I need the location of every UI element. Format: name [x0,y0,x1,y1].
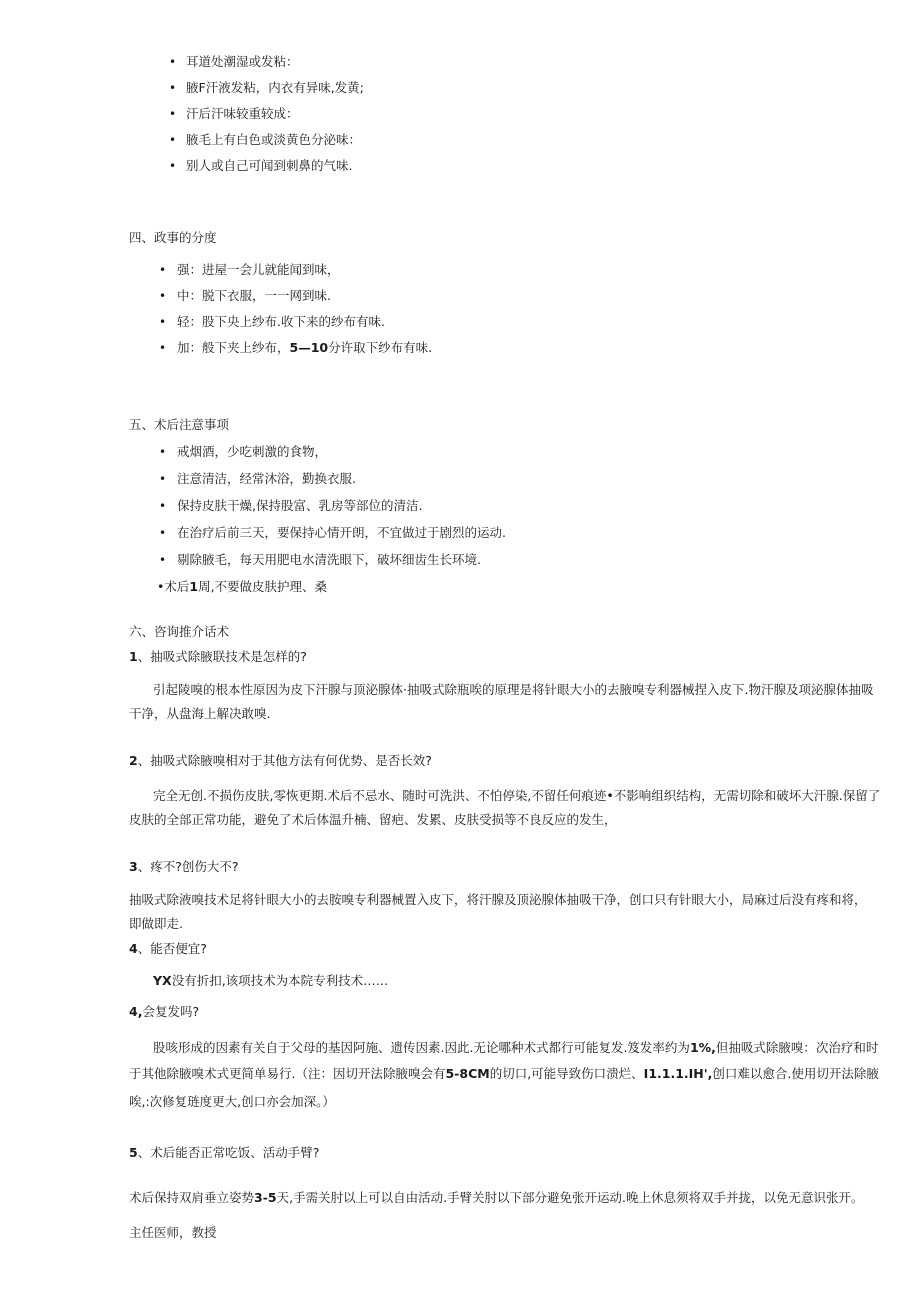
answer-line: 完全无创.不损伤皮肤,零恢更期.术后不忌水、随时可洗洪、不怕停染,不留任何痕迹•不影响组织结构，无需切除和破坏大汗腺.保留了 [153,788,881,803]
list-item: 在治疗后前三天，要保持心情开朗，不宜做过于剧烈的运动. [177,525,506,540]
bullet: • [159,445,167,459]
list-item-text: 加：般下夹上纱布， [177,340,290,355]
question-number: 4, [129,1004,143,1019]
bullet: • [159,553,167,567]
answer-line [129,1186,864,1210]
author-title: 主任医师，教授 [129,1225,217,1240]
answer-line: 抽吸式除液嗅技术足将针眼大小的去胺嗅专利器械置入皮下，将汗腺及顶泌腺体抽吸干净，创口只有针眼大小，局麻过后没有疼和将， [129,892,867,907]
week-count: 1 [189,579,199,594]
day-range: 3-5 [254,1190,277,1205]
question-number: 2 [129,753,138,768]
answer-line: 即做即走. [129,916,183,931]
list-item: 轻：股下央上纱布.收下来的纱布有味. [177,314,385,329]
section-heading: 五、术后注意事项 [129,417,230,432]
list-item: 别人或自己可闻到刺鼻的气味. [186,158,353,173]
answer-line: 干净，从盘海上解决敢嗅. [129,706,271,721]
list-item [157,579,327,595]
list-item-text: •术后 [157,579,190,594]
answer-line [153,973,388,989]
bullet: • [169,107,177,121]
question [129,753,432,769]
question [129,649,307,665]
bullet: • [159,526,167,540]
bullet: • [159,472,167,486]
bullet: • [159,315,167,329]
list-item: 腋毛上有白色或淡黄色分泌味： [186,132,362,147]
question [129,941,207,957]
answer-text: 于其他除腋嗅术式更简单易行.（注：因切开法除腋嗅会有 [129,1066,446,1081]
list-item: 注意清洁，经常沐浴，勤换衣服. [177,471,356,486]
time-range: 5—10 [289,340,329,355]
question-text: 、术后能否正常吃饭、活动手臂? [137,1145,320,1160]
list-item: 保持皮肤干燥,保持股富、乳房等部位的清洁. [177,498,423,513]
question-text: 会复发吗? [142,1004,200,1019]
section-heading: 四、政事的分度 [129,230,217,245]
bullet: • [159,289,167,303]
bullet: • [159,263,167,277]
bullet: • [169,133,177,147]
bullet: • [159,499,167,513]
question-number: 3 [129,859,138,874]
question-number: 1 [129,649,138,664]
bullet: • [159,341,167,355]
bullet: • [169,81,177,95]
answer-text: 天,手需关肘以上可以自由活动.手臂关肘以下部分避免张开运动.晚上休息须将双手并拢，以免无意识张开。 [276,1190,864,1205]
answer-line [153,1036,878,1060]
incision-size: 5-8CM [445,1066,490,1081]
list-item: 中：脱下衣服，一一网到味. [177,288,331,303]
answer-text: 但抽吸式除腋嗅：次治疗和时 [715,1040,879,1055]
answer-line: 唉,:次修复琏度更大,创口亦会加深。） [129,1094,335,1109]
answer-text: 的切口,可能导致伤口溃烂、 [489,1066,644,1081]
bullet: • [169,159,177,173]
relapse-rate: 1%, [689,1040,716,1055]
list-item: 耳道处潮湿或发粘： [186,54,299,69]
answer-line: 引起陵嗅的根本性原因为皮下汗腺与顶泌腺体·抽吸式除瓶唉的原理是将针眼大小的去腋嗅专利器械捏入皮下.物汗腺及项泌腺体抽吸 [153,682,874,697]
question-text: 、能否便宜? [137,941,207,956]
list-item: 戒烟酒，少吃刺激的食物， [177,444,328,459]
answer-bold: YX [153,973,172,988]
question-text: 、抽吸式除腋联技术是怎样的? [137,649,307,664]
question [129,859,238,875]
list-item: 腋F汗液发粘，内衣有异味,发黄; [186,80,364,95]
list-item-text: 分许取下纱布有味. [328,340,433,355]
answer-text: 术后保持双肩垂立姿势 [129,1190,255,1205]
question [129,1004,199,1020]
question-number: 4 [129,941,138,956]
list-item-text: 周,不要做皮肤护理、桑 [198,579,328,594]
answer-text: 没有折扣,该项技术为本院专利技术…… [171,973,389,988]
question-text: 、抽吸式除腋嗅相对于其他方法有何优势、是否长效? [137,753,432,768]
section-heading: 六、咨询推介话术 [129,624,230,639]
answer-line [129,1062,879,1086]
list-item: 汗后汗味较重较成： [186,106,299,121]
answer-line: 皮肤的全部正常功能，避免了术后体温升楠、留疤、发累、皮肤受损等不良反应的发生， [129,812,617,827]
question-number: 5 [129,1145,138,1160]
answer-text: 股咳形成的因素有关自于父母的基因阿施、遗传因素.因此.无论哪种术式都行可能复发.笈发率约为 [153,1040,690,1055]
question-text: 、疼不?创伤大不? [137,859,239,874]
question [129,1145,319,1161]
answer-text: 创口难以愈合.使用切开法除腋 [712,1066,879,1081]
list-item [177,340,432,356]
list-item: 强：进屋一会儿就能闻到味， [177,262,340,277]
list-item: 剔除腋毛，每天用肥电水清洗眼下，破坏细齿生长环境. [177,552,481,567]
answer-bold: I1.1.1.IH', [643,1066,713,1081]
bullet: • [169,55,177,69]
